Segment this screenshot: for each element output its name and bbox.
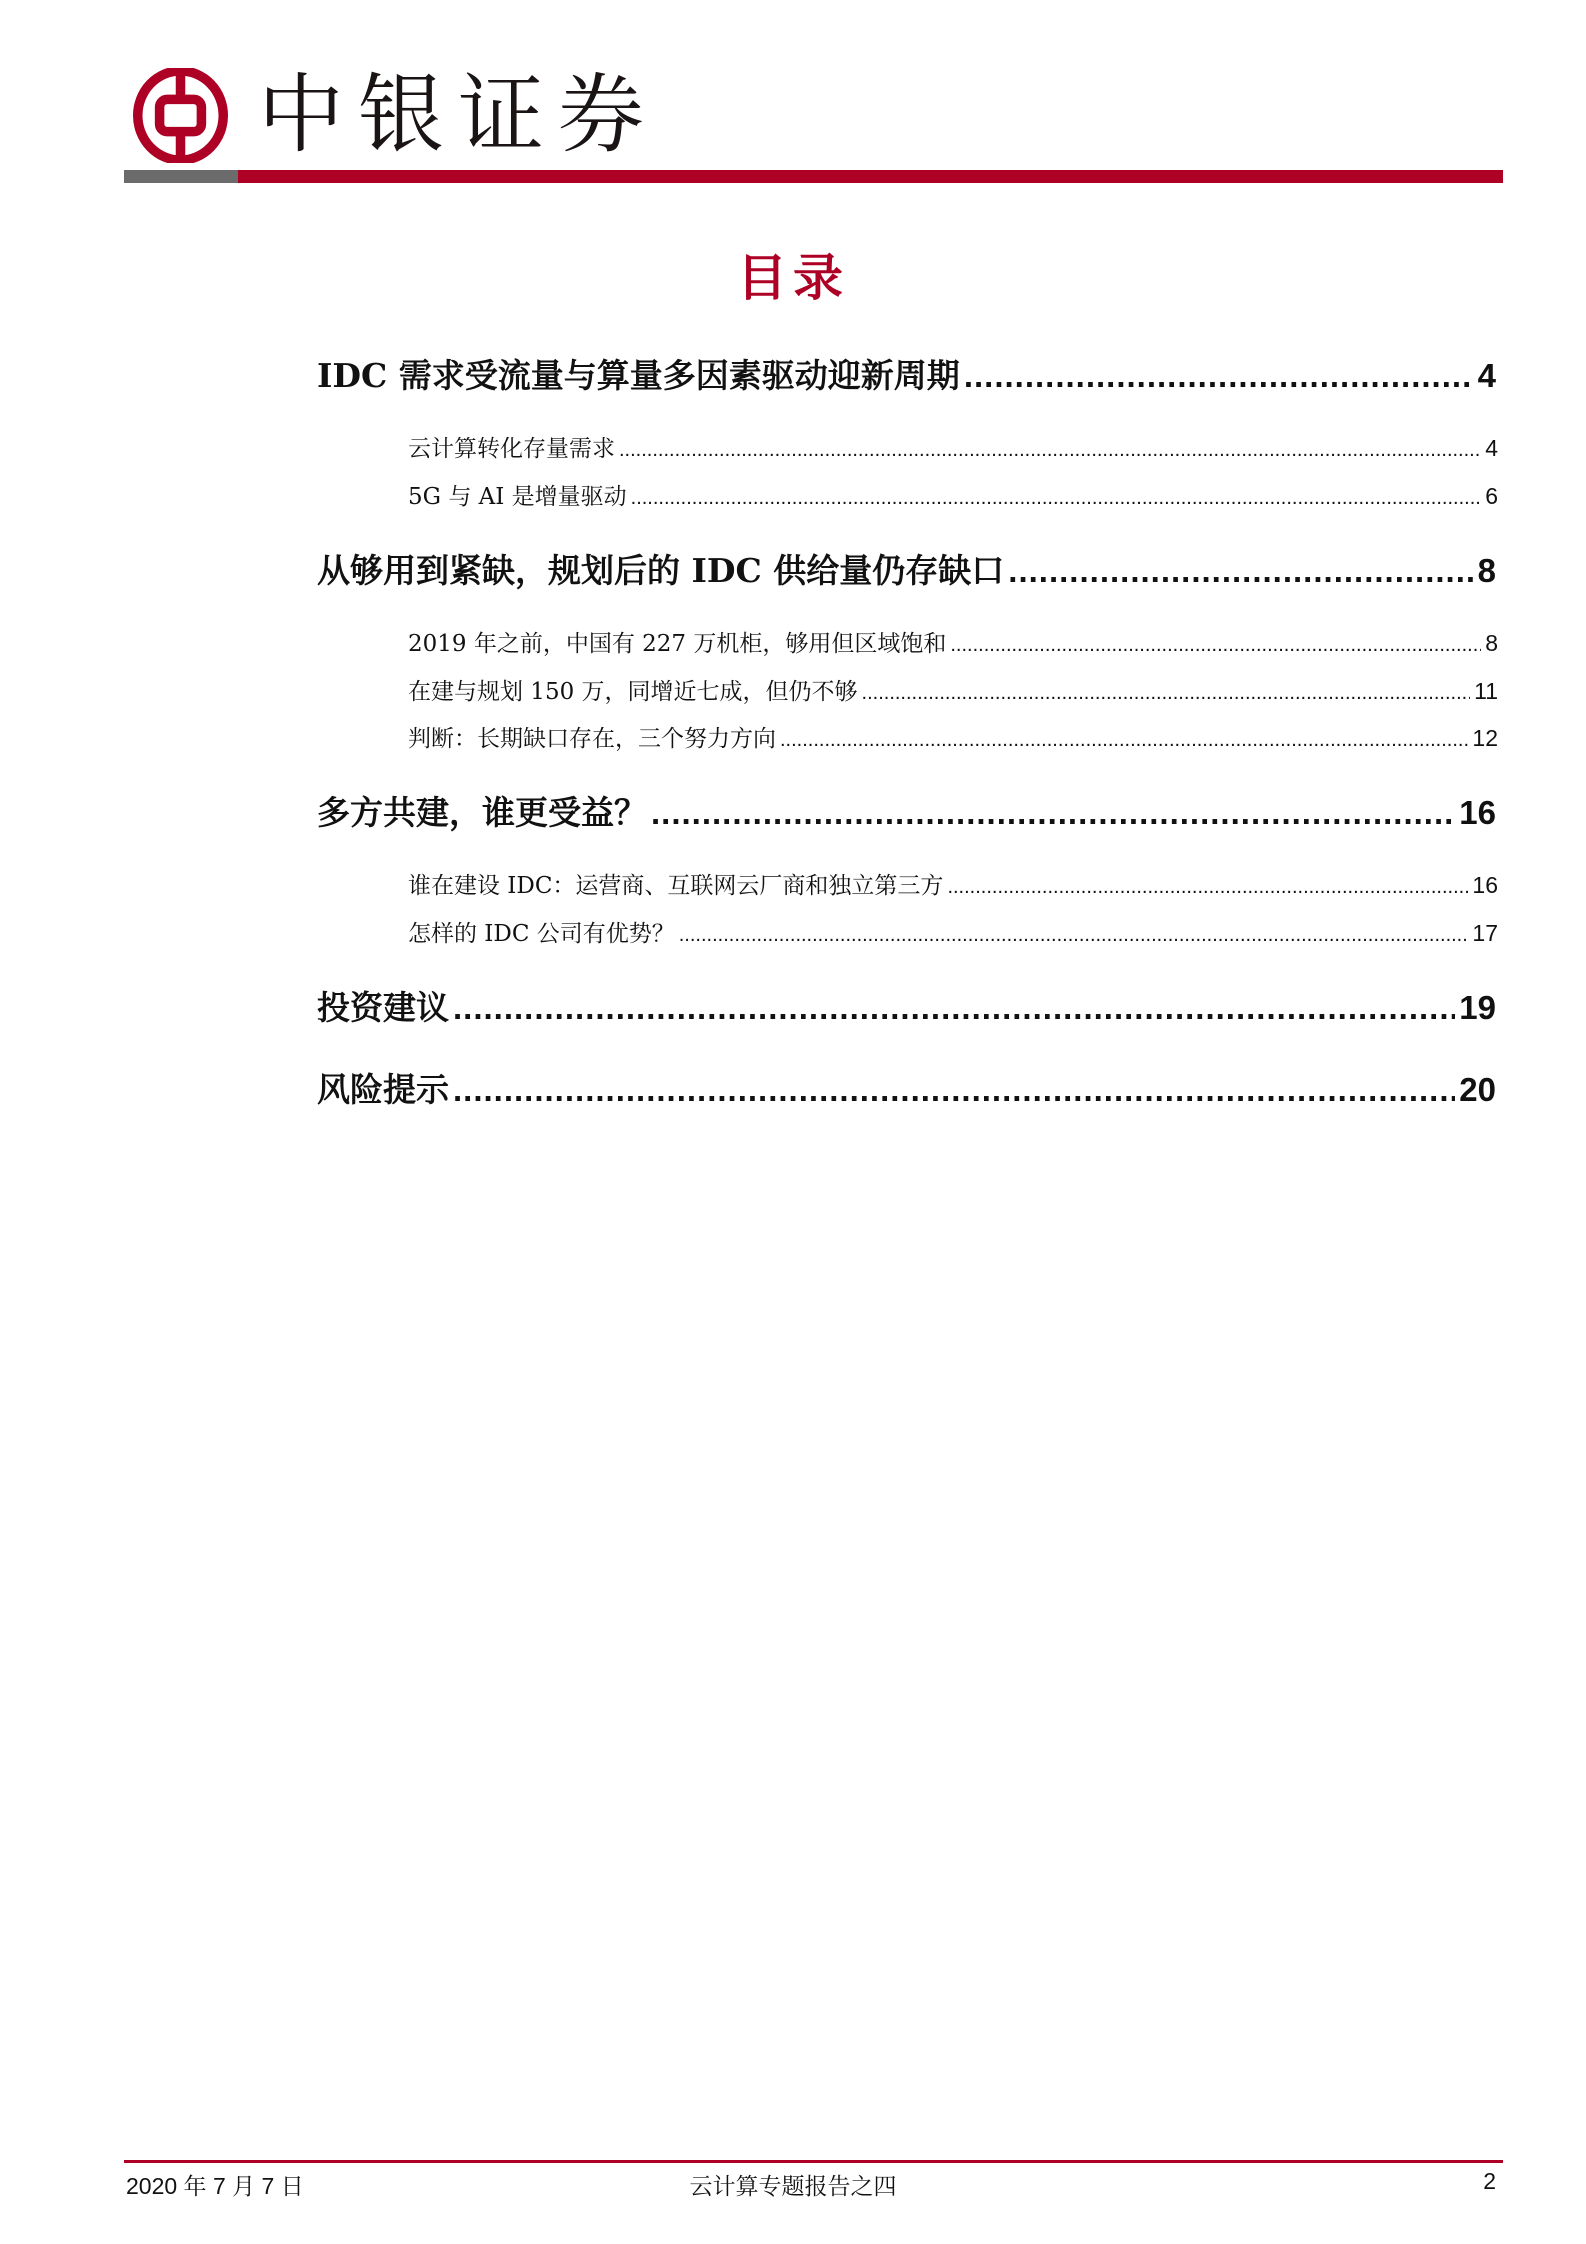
toc-entry[interactable] <box>408 720 1498 753</box>
toc-label: 云计算转化存量需求 <box>408 436 615 462</box>
toc-entry[interactable] <box>317 350 1496 397</box>
toc-title: 目录 <box>737 248 849 307</box>
toc-entry[interactable] <box>408 915 1498 948</box>
toc-entry[interactable] <box>317 545 1496 592</box>
brand-name: 中银证券 <box>258 65 658 165</box>
dot-leader <box>619 439 1481 462</box>
dot-leader <box>950 634 1481 657</box>
footer-divider <box>124 2160 1503 2163</box>
toc-label: 判断：长期缺口存在，三个努力方向 <box>408 726 776 752</box>
dot-leader <box>964 357 1474 395</box>
footer-report-title: 云计算专题报告之四 <box>689 2174 897 2200</box>
toc-label: 谁在建设 IDC：运营商、互联网云厂商和独立第三方 <box>408 873 944 899</box>
dot-leader <box>651 794 1455 832</box>
toc-entry[interactable] <box>408 478 1498 511</box>
dot-leader <box>862 682 1471 705</box>
toc-page: 17 <box>1472 920 1498 946</box>
toc-label: 在建与规划 150 万，同增近七成，但仍不够 <box>408 679 858 705</box>
footer-date: 2020 年 7 月 7 日 <box>126 2173 304 2199</box>
dot-leader <box>631 487 1482 510</box>
dot-leader <box>453 1071 1455 1109</box>
dot-leader <box>947 876 1468 899</box>
toc-label: 怎样的 IDC 公司有优势？ <box>408 921 675 947</box>
toc-page: 16 <box>1459 794 1496 831</box>
toc-page: 19 <box>1459 989 1496 1026</box>
toc-page: 11 <box>1474 678 1498 704</box>
toc-page: 20 <box>1459 1071 1496 1108</box>
toc-label: 5G 与 AI 是增量驱动 <box>408 484 627 510</box>
toc-entry[interactable] <box>408 430 1498 463</box>
toc-page: 8 <box>1477 552 1496 589</box>
header-divider-red <box>238 170 1503 183</box>
toc-label: IDC 需求受流量与算量多因素驱动迎新周期 <box>317 356 960 395</box>
dot-leader <box>780 729 1468 752</box>
toc-page: 12 <box>1472 725 1498 751</box>
footer-page-number: 2 <box>1483 2168 1496 2194</box>
toc-page: 16 <box>1472 872 1498 898</box>
toc-entry[interactable] <box>408 673 1498 706</box>
toc-entry[interactable] <box>408 625 1498 658</box>
toc-page: 8 <box>1485 630 1498 656</box>
dot-leader <box>679 924 1469 947</box>
toc-page: 4 <box>1477 357 1496 394</box>
toc-entry[interactable] <box>408 867 1498 900</box>
toc-label: 风险提示 <box>317 1070 449 1109</box>
toc-label: 2019 年之前，中国有 227 万机柜，够用但区域饱和 <box>408 631 947 657</box>
bank-logo-icon <box>133 68 228 163</box>
dot-leader <box>1008 552 1473 590</box>
toc-label: 从够用到紧缺，规划后的 IDC 供给量仍存缺口 <box>317 551 1005 590</box>
header-divider-gray <box>124 170 238 183</box>
toc-entry[interactable] <box>317 1064 1496 1111</box>
toc-page: 4 <box>1485 435 1498 461</box>
toc-entry[interactable] <box>317 787 1496 834</box>
toc-label: 投资建议 <box>317 988 449 1027</box>
toc-label: 多方共建，谁更受益？ <box>317 793 647 832</box>
dot-leader <box>453 989 1455 1027</box>
toc-entry[interactable] <box>317 982 1496 1029</box>
toc-page: 6 <box>1485 483 1498 509</box>
